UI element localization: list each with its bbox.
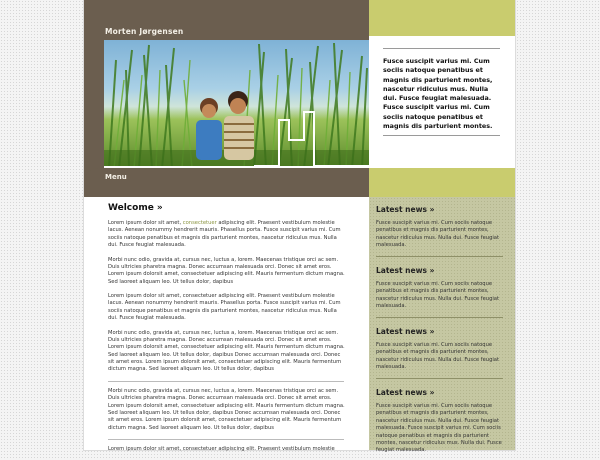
intro-paragraph xyxy=(108,220,346,250)
news-item xyxy=(376,205,503,250)
accent-bar-bottom xyxy=(369,168,515,197)
content-divider xyxy=(108,381,344,382)
body-paragraph: Morbi nunc odio, gravida at, cursus nec, luctus a, lorem. Maecenas tristique orci ac sem. Duis ultricies pharetra magna. Donec accumsan malesuada orci. Donec sit amet eros. Lorem ipsum dolorsit amet, consectetuer adipiscing elit. Mauris fermentum dictum magna. Sed laoreet aliquam leo. Ut tellus dolor, dapibus xyxy=(108,256,345,285)
header-quote-panel xyxy=(369,0,515,197)
news-title-link[interactable]: Latest news » xyxy=(376,327,435,336)
news-item xyxy=(376,327,503,372)
menu-link[interactable]: Menu xyxy=(105,173,127,181)
intro-link[interactable]: consectetuer xyxy=(182,220,217,226)
accent-bar-top xyxy=(369,0,515,36)
site-title[interactable]: Morten Jørgensen xyxy=(105,27,184,36)
news-divider xyxy=(376,317,503,318)
news-title-link[interactable]: Latest news » xyxy=(376,266,435,275)
body-paragraph: Morbi nunc odio, gravida at, cursus nec, luctus a, lorem. Maecenas tristique orci ac sem. Duis ultricies pharetra magna. Donec accumsan malesuada orci. Donec sit amet eros. Lorem ipsum dolorsit amet, consectetuer adipiscing elit. Mauris fermentum dictum magna. Sed laoreet aliquam leo. Ut tellus dolor, dapibus Donec accumsan malesuada orci. Donec sit amet eros. Lorem ipsum dolorsit amet, consectetuer adipiscing elit. Mauris fermentum dictum magna. Sed laoreet aliquam leo. Ut tellus dolor, dapibus xyxy=(108,329,345,373)
news-text: Fusce suscipit varius mi. Cum sociis natoque penatibus et magnis dis parturient montes, nascetur ridiculus mus. Nulla dui. Fusce feugiat malesuada. Fusce suscipit varius mi. Cum sociis natoque penatibus et magnis dis parturient montes, nascetur ridiculus mus. Nulla dui. Fusce feugiat malesuada. xyxy=(376,403,502,454)
page-container xyxy=(84,0,515,454)
news-title-link[interactable]: Latest news » xyxy=(376,205,435,214)
quote-divider-top xyxy=(383,48,500,49)
main-content xyxy=(108,203,346,460)
news-text: Fusce suscipit varius mi. Cum sociis natoque penatibus et magnis dis parturient montes, nascetur ridiculus mus. Nulla dui. Fusce feugiat malesuada. xyxy=(376,342,500,371)
intro-text-end: adipiscing elit. Praesent vestibulum molestie lacus. Aenean nonummy hendrerit mauris. Phasellus porta. Fusce suscipit varius mi. Cum sociis natoque penatibus et magnis dis parturient montes, nascetur ridiculus mus. Nulla dui. Fusce feugiat malesuada. xyxy=(108,220,341,249)
news-text: Fusce suscipit varius mi. Cum sociis natoque penatibus et magnis dis parturient montes, nascetur ridiculus mus. Nulla dui. Fusce feugiat malesuada. xyxy=(376,281,500,310)
body-paragraph: Lorem ipsum dolor sit amet, consectetuer adipiscing elit. Praesent vestibulum molestie lacus. Aenean nonummy hendrerit mauris. Phasellus porta. Fusce suscipit varius mi. Cum sociis natoque penatibus et magnis dis parturient montes, nascetur ridiculus mus. Nulla dui. Fusce feugiat malesuada. xyxy=(108,293,341,322)
welcome-heading: Welcome » xyxy=(108,203,163,213)
quote-divider-bottom xyxy=(383,135,500,136)
header-quote: Fusce suscipit varius mi. Cum sociis natoque penatibus et magnis dis parturient montes, nascetur ridiculus mus. Nulla dui. Fusce feugiat malesuada. Fusce suscipit varius mi. Cum sociis natoque penatibus et magnis dis parturient montes. xyxy=(383,57,493,130)
hero-image xyxy=(104,40,369,168)
body-paragraph: Morbi nunc odio, gravida at, cursus nec, luctus a, lorem. Maecenas tristique orci ac sem. Duis ultricies pharetra magna. Donec accumsan malesuada orci. Donec sit amet eros. Lorem ipsum dolorsit amet, consectetuer adipiscing elit. Mauris fermentum dictum magna. Sed laoreet aliquam leo. Ut tellus dolor, dapibus Donec accumsan malesuada orci. Donec sit amet eros. Lorem ipsum dolorsit amet, consectetuer adipiscing elit. Mauris fermentum dictum magna. Sed laoreet aliquam leo. Ut tellus dolor, dapibus xyxy=(108,387,345,431)
news-title-link[interactable]: Latest news » xyxy=(376,388,435,397)
body-paragraph: Lorem ipsum dolor sit amet, consectetuer adipiscing elit. Praesent vestibulum molestie xyxy=(108,446,335,452)
news-divider xyxy=(376,378,503,379)
intro-text-start: Lorem ipsum dolor sit amet, xyxy=(108,220,183,226)
news-text: Fusce suscipit varius mi. Cum sociis natoque penatibus et magnis dis parturient montes, nascetur ridiculus mus. Nulla dui. Fusce feugiat malesuada. xyxy=(376,220,500,249)
hero-illustration xyxy=(104,40,369,168)
news-divider xyxy=(376,256,503,257)
content-divider xyxy=(108,439,344,440)
news-sidebar xyxy=(369,197,515,454)
news-item xyxy=(376,388,503,455)
news-item xyxy=(376,266,503,311)
